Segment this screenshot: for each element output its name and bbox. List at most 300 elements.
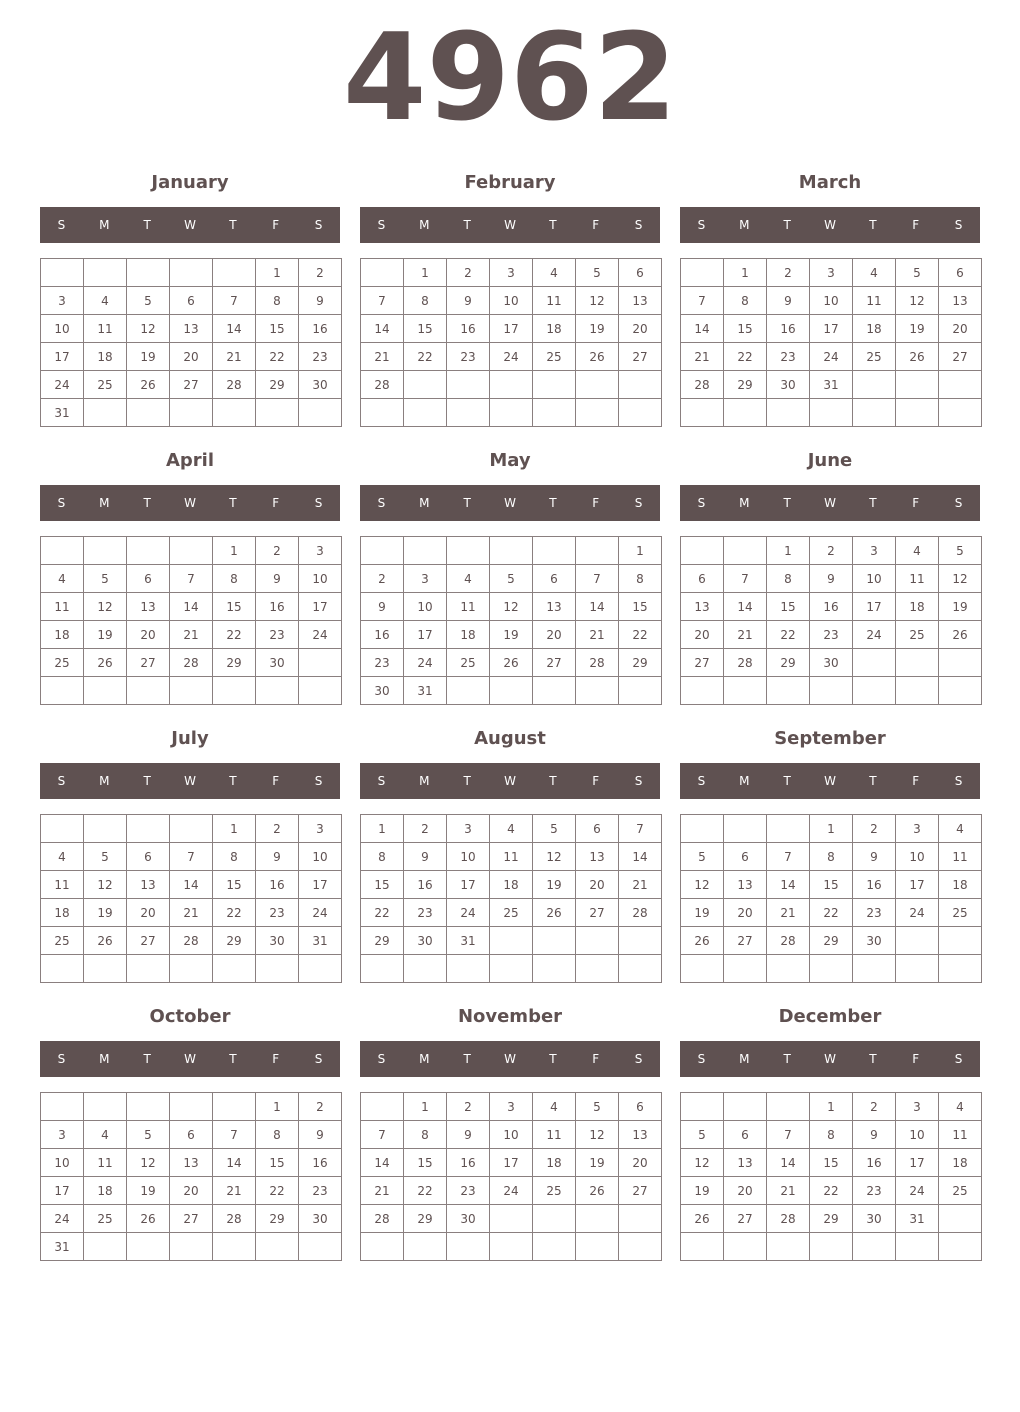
week-row xyxy=(41,955,342,983)
day-cell: 26 xyxy=(84,649,127,677)
day-grid xyxy=(360,258,662,427)
weekday-label: F xyxy=(592,774,600,788)
day-cell: 28 xyxy=(361,1205,404,1233)
day-cell xyxy=(576,677,619,705)
day-cell: 4 xyxy=(939,815,982,843)
day-cell: 15 xyxy=(404,1149,447,1177)
day-cell: 22 xyxy=(256,1177,299,1205)
day-cell xyxy=(810,677,853,705)
day-cell xyxy=(404,399,447,427)
day-cell: 8 xyxy=(619,565,662,593)
day-cell xyxy=(619,1233,662,1261)
day-cell: 21 xyxy=(724,621,767,649)
day-cell: 17 xyxy=(41,1177,84,1205)
day-cell: 26 xyxy=(490,649,533,677)
day-cell xyxy=(681,399,724,427)
day-cell: 16 xyxy=(810,593,853,621)
day-cell xyxy=(939,927,982,955)
day-cell xyxy=(361,399,404,427)
day-cell: 13 xyxy=(619,287,662,315)
day-cell xyxy=(256,677,299,705)
day-cell: 20 xyxy=(939,315,982,343)
day-cell: 26 xyxy=(84,927,127,955)
day-cell xyxy=(896,677,939,705)
day-cell: 4 xyxy=(939,1093,982,1121)
day-cell xyxy=(127,815,170,843)
day-cell: 6 xyxy=(681,565,724,593)
weekday-label: T xyxy=(783,218,791,232)
day-cell: 23 xyxy=(256,621,299,649)
weekday-label: S xyxy=(314,218,323,232)
day-cell xyxy=(299,649,342,677)
day-cell: 8 xyxy=(213,565,256,593)
week-row xyxy=(681,259,982,287)
day-cell: 14 xyxy=(619,843,662,871)
day-cell: 27 xyxy=(127,649,170,677)
day-cell: 24 xyxy=(490,1177,533,1205)
day-cell: 3 xyxy=(404,565,447,593)
day-cell xyxy=(939,371,982,399)
week-row xyxy=(361,955,662,983)
weekday-label: S xyxy=(377,496,386,510)
weekday-label: W xyxy=(824,218,836,232)
day-cell xyxy=(576,955,619,983)
weekday-label: T xyxy=(229,774,237,788)
day-cell: 7 xyxy=(361,287,404,315)
day-cell: 3 xyxy=(896,815,939,843)
day-cell: 5 xyxy=(681,1121,724,1149)
day-cell: 7 xyxy=(213,1121,256,1149)
day-cell: 23 xyxy=(361,649,404,677)
week-row xyxy=(681,343,982,371)
day-cell: 8 xyxy=(404,1121,447,1149)
day-cell xyxy=(533,927,576,955)
day-cell: 15 xyxy=(810,871,853,899)
week-row xyxy=(41,1093,342,1121)
day-cell: 5 xyxy=(576,1093,619,1121)
day-cell: 23 xyxy=(810,621,853,649)
day-cell: 3 xyxy=(299,815,342,843)
day-cell: 12 xyxy=(681,871,724,899)
day-cell: 13 xyxy=(939,287,982,315)
day-cell: 14 xyxy=(361,1149,404,1177)
week-row xyxy=(361,399,662,427)
weekday-label: S xyxy=(377,774,386,788)
day-cell xyxy=(84,399,127,427)
day-cell xyxy=(84,815,127,843)
day-cell: 1 xyxy=(810,1093,853,1121)
day-cell: 18 xyxy=(41,621,84,649)
day-cell: 9 xyxy=(299,287,342,315)
day-cell xyxy=(533,677,576,705)
day-cell xyxy=(127,1233,170,1261)
weekday-label: S xyxy=(57,1052,66,1066)
day-cell: 11 xyxy=(939,1121,982,1149)
weekday-label: S xyxy=(314,496,323,510)
day-cell: 25 xyxy=(533,1177,576,1205)
day-cell xyxy=(681,259,724,287)
weekday-label: M xyxy=(419,496,430,510)
day-cell: 26 xyxy=(939,621,982,649)
day-cell xyxy=(724,1093,767,1121)
day-cell xyxy=(810,1233,853,1261)
day-cell xyxy=(853,649,896,677)
day-cell: 4 xyxy=(41,843,84,871)
day-cell: 5 xyxy=(533,815,576,843)
day-cell xyxy=(533,1205,576,1233)
day-cell: 24 xyxy=(896,1177,939,1205)
day-cell: 25 xyxy=(41,649,84,677)
month-name: January xyxy=(151,172,229,193)
day-cell xyxy=(724,677,767,705)
day-cell: 2 xyxy=(853,1093,896,1121)
weekday-label: T xyxy=(549,774,557,788)
weekday-label: S xyxy=(697,1052,706,1066)
day-cell xyxy=(939,1205,982,1233)
day-cell: 12 xyxy=(681,1149,724,1177)
day-cell: 8 xyxy=(724,287,767,315)
day-cell: 29 xyxy=(619,649,662,677)
week-row xyxy=(681,1093,982,1121)
day-cell: 9 xyxy=(447,287,490,315)
day-cell xyxy=(170,815,213,843)
day-cell: 22 xyxy=(256,343,299,371)
day-grid xyxy=(360,814,662,983)
week-row xyxy=(681,1177,982,1205)
day-cell: 21 xyxy=(170,899,213,927)
weekday-header xyxy=(40,763,340,799)
day-cell xyxy=(170,955,213,983)
day-cell xyxy=(490,537,533,565)
day-cell: 28 xyxy=(619,899,662,927)
day-cell: 18 xyxy=(939,871,982,899)
day-cell: 19 xyxy=(576,315,619,343)
day-cell: 17 xyxy=(490,315,533,343)
weekday-label: M xyxy=(419,1052,430,1066)
week-row xyxy=(41,371,342,399)
day-cell: 20 xyxy=(127,621,170,649)
day-cell: 6 xyxy=(127,843,170,871)
day-cell: 5 xyxy=(896,259,939,287)
day-cell: 12 xyxy=(576,1121,619,1149)
day-cell: 17 xyxy=(896,871,939,899)
day-cell: 10 xyxy=(41,1149,84,1177)
day-cell xyxy=(896,955,939,983)
day-cell: 25 xyxy=(84,371,127,399)
day-cell: 17 xyxy=(299,871,342,899)
day-cell: 6 xyxy=(939,259,982,287)
weekday-label: T xyxy=(549,496,557,510)
day-cell xyxy=(724,815,767,843)
day-cell xyxy=(127,259,170,287)
day-cell xyxy=(170,399,213,427)
week-row xyxy=(681,815,982,843)
day-cell: 27 xyxy=(576,899,619,927)
day-cell: 27 xyxy=(724,1205,767,1233)
day-cell: 9 xyxy=(256,843,299,871)
day-cell xyxy=(84,1093,127,1121)
day-cell xyxy=(767,399,810,427)
day-cell xyxy=(490,955,533,983)
day-cell: 23 xyxy=(256,899,299,927)
day-cell: 18 xyxy=(84,343,127,371)
day-cell: 27 xyxy=(533,649,576,677)
day-cell xyxy=(170,537,213,565)
day-cell: 12 xyxy=(127,1149,170,1177)
day-cell: 6 xyxy=(724,843,767,871)
day-cell: 2 xyxy=(447,1093,490,1121)
day-cell: 14 xyxy=(170,871,213,899)
weekday-label: W xyxy=(504,496,516,510)
day-cell xyxy=(256,1233,299,1261)
day-cell: 14 xyxy=(724,593,767,621)
day-cell: 7 xyxy=(619,815,662,843)
weekday-label: F xyxy=(912,774,920,788)
day-cell: 24 xyxy=(41,1205,84,1233)
day-cell xyxy=(490,399,533,427)
day-cell: 16 xyxy=(299,315,342,343)
day-cell xyxy=(490,1233,533,1261)
month-name: May xyxy=(489,450,531,471)
weekday-header xyxy=(40,1041,340,1077)
day-cell: 30 xyxy=(361,677,404,705)
day-cell: 7 xyxy=(170,843,213,871)
day-cell: 18 xyxy=(41,899,84,927)
day-cell: 7 xyxy=(576,565,619,593)
week-row xyxy=(41,287,342,315)
day-cell xyxy=(41,955,84,983)
day-cell: 12 xyxy=(896,287,939,315)
day-cell: 24 xyxy=(810,343,853,371)
weekday-label: S xyxy=(377,1052,386,1066)
week-row xyxy=(361,677,662,705)
day-cell: 24 xyxy=(447,899,490,927)
day-cell: 15 xyxy=(213,593,256,621)
weekday-label: T xyxy=(229,1052,237,1066)
day-cell: 13 xyxy=(127,593,170,621)
day-cell: 19 xyxy=(681,899,724,927)
day-cell: 4 xyxy=(447,565,490,593)
week-row xyxy=(361,927,662,955)
day-cell xyxy=(404,955,447,983)
day-cell: 2 xyxy=(299,259,342,287)
weekday-label: T xyxy=(143,1052,151,1066)
day-cell xyxy=(767,1233,810,1261)
weekday-label: T xyxy=(783,774,791,788)
day-cell: 10 xyxy=(490,287,533,315)
day-cell: 5 xyxy=(127,1121,170,1149)
day-cell xyxy=(404,1233,447,1261)
day-cell xyxy=(170,1233,213,1261)
day-cell: 18 xyxy=(533,1149,576,1177)
weekday-label: W xyxy=(504,218,516,232)
day-cell: 21 xyxy=(681,343,724,371)
day-cell: 9 xyxy=(810,565,853,593)
day-cell: 26 xyxy=(681,1205,724,1233)
day-cell xyxy=(127,677,170,705)
day-cell: 21 xyxy=(361,343,404,371)
day-cell xyxy=(853,399,896,427)
day-cell: 15 xyxy=(810,1149,853,1177)
day-cell: 20 xyxy=(724,899,767,927)
day-cell: 8 xyxy=(404,287,447,315)
weekday-header xyxy=(40,485,340,521)
day-cell xyxy=(576,371,619,399)
weekday-label: T xyxy=(869,774,877,788)
day-cell: 4 xyxy=(533,259,576,287)
weekday-label: S xyxy=(634,1052,643,1066)
day-cell xyxy=(213,1233,256,1261)
day-cell: 11 xyxy=(490,843,533,871)
day-cell: 4 xyxy=(84,1121,127,1149)
day-cell: 10 xyxy=(41,315,84,343)
month-name: March xyxy=(798,172,862,193)
week-row xyxy=(41,815,342,843)
week-row xyxy=(41,621,342,649)
day-cell: 17 xyxy=(299,593,342,621)
day-cell xyxy=(447,1233,490,1261)
day-cell xyxy=(447,399,490,427)
day-cell: 10 xyxy=(299,843,342,871)
day-cell: 29 xyxy=(404,1205,447,1233)
day-cell xyxy=(361,259,404,287)
week-row xyxy=(681,399,982,427)
day-cell: 25 xyxy=(490,899,533,927)
day-cell: 6 xyxy=(533,565,576,593)
day-cell xyxy=(576,1205,619,1233)
day-cell xyxy=(170,1093,213,1121)
day-cell: 1 xyxy=(404,259,447,287)
weekday-label: T xyxy=(143,218,151,232)
day-cell xyxy=(533,955,576,983)
day-cell xyxy=(213,955,256,983)
weekday-label: T xyxy=(463,218,471,232)
month-name: September xyxy=(774,728,886,749)
weekday-label: S xyxy=(57,218,66,232)
day-cell: 6 xyxy=(127,565,170,593)
day-cell: 16 xyxy=(767,315,810,343)
day-cell: 28 xyxy=(767,927,810,955)
weekday-label: T xyxy=(869,218,877,232)
day-cell: 15 xyxy=(767,593,810,621)
day-cell: 12 xyxy=(84,593,127,621)
weekday-label: S xyxy=(697,774,706,788)
week-row xyxy=(41,843,342,871)
month-name: August xyxy=(474,728,546,749)
week-row xyxy=(41,1149,342,1177)
weekday-label: T xyxy=(549,1052,557,1066)
day-cell: 16 xyxy=(361,621,404,649)
day-cell: 21 xyxy=(767,1177,810,1205)
day-cell: 9 xyxy=(853,1121,896,1149)
day-cell: 5 xyxy=(490,565,533,593)
day-cell: 26 xyxy=(127,1205,170,1233)
day-cell: 4 xyxy=(41,565,84,593)
week-row xyxy=(361,1177,662,1205)
day-cell: 4 xyxy=(490,815,533,843)
day-cell: 21 xyxy=(576,621,619,649)
day-cell xyxy=(681,815,724,843)
day-cell xyxy=(767,955,810,983)
day-cell: 28 xyxy=(213,371,256,399)
day-cell: 22 xyxy=(213,621,256,649)
day-cell: 21 xyxy=(767,899,810,927)
weekday-label: M xyxy=(99,774,110,788)
day-cell: 12 xyxy=(533,843,576,871)
day-cell: 20 xyxy=(170,343,213,371)
day-grid xyxy=(360,536,662,705)
day-cell xyxy=(256,955,299,983)
day-cell: 21 xyxy=(361,1177,404,1205)
day-cell xyxy=(533,1233,576,1261)
day-cell: 1 xyxy=(361,815,404,843)
weekday-label: M xyxy=(99,1052,110,1066)
day-cell xyxy=(853,371,896,399)
day-cell xyxy=(619,371,662,399)
weekday-label: M xyxy=(419,774,430,788)
day-cell xyxy=(533,371,576,399)
day-cell: 2 xyxy=(767,259,810,287)
day-cell: 28 xyxy=(576,649,619,677)
day-cell xyxy=(576,399,619,427)
weekday-label: F xyxy=(912,218,920,232)
day-cell: 31 xyxy=(41,1233,84,1261)
day-cell xyxy=(170,259,213,287)
day-cell: 22 xyxy=(767,621,810,649)
weekday-header xyxy=(680,763,980,799)
day-cell: 16 xyxy=(256,871,299,899)
weekday-header xyxy=(360,485,660,521)
day-cell: 31 xyxy=(41,399,84,427)
weekday-label: W xyxy=(184,774,196,788)
day-cell: 10 xyxy=(404,593,447,621)
day-cell: 6 xyxy=(619,1093,662,1121)
day-cell xyxy=(299,677,342,705)
weekday-label: S xyxy=(634,218,643,232)
day-cell: 17 xyxy=(404,621,447,649)
day-cell: 15 xyxy=(724,315,767,343)
day-cell: 30 xyxy=(256,649,299,677)
day-cell xyxy=(490,1205,533,1233)
day-cell xyxy=(767,815,810,843)
day-cell: 18 xyxy=(447,621,490,649)
day-cell xyxy=(299,955,342,983)
day-cell: 22 xyxy=(619,621,662,649)
month-name: December xyxy=(778,1006,882,1027)
day-cell: 15 xyxy=(256,1149,299,1177)
week-row xyxy=(361,1149,662,1177)
weekday-label: F xyxy=(912,496,920,510)
day-cell xyxy=(127,955,170,983)
day-cell xyxy=(41,259,84,287)
day-cell: 27 xyxy=(619,343,662,371)
day-cell: 27 xyxy=(939,343,982,371)
day-cell: 15 xyxy=(361,871,404,899)
day-cell: 17 xyxy=(853,593,896,621)
month-name: February xyxy=(464,172,556,193)
day-cell: 7 xyxy=(767,843,810,871)
weekday-label: T xyxy=(143,774,151,788)
day-cell: 15 xyxy=(619,593,662,621)
weekday-header xyxy=(360,207,660,243)
day-cell: 4 xyxy=(533,1093,576,1121)
day-cell xyxy=(170,677,213,705)
day-cell: 21 xyxy=(170,621,213,649)
day-cell: 25 xyxy=(84,1205,127,1233)
day-grid xyxy=(360,1092,662,1261)
week-row xyxy=(41,259,342,287)
week-row xyxy=(681,843,982,871)
